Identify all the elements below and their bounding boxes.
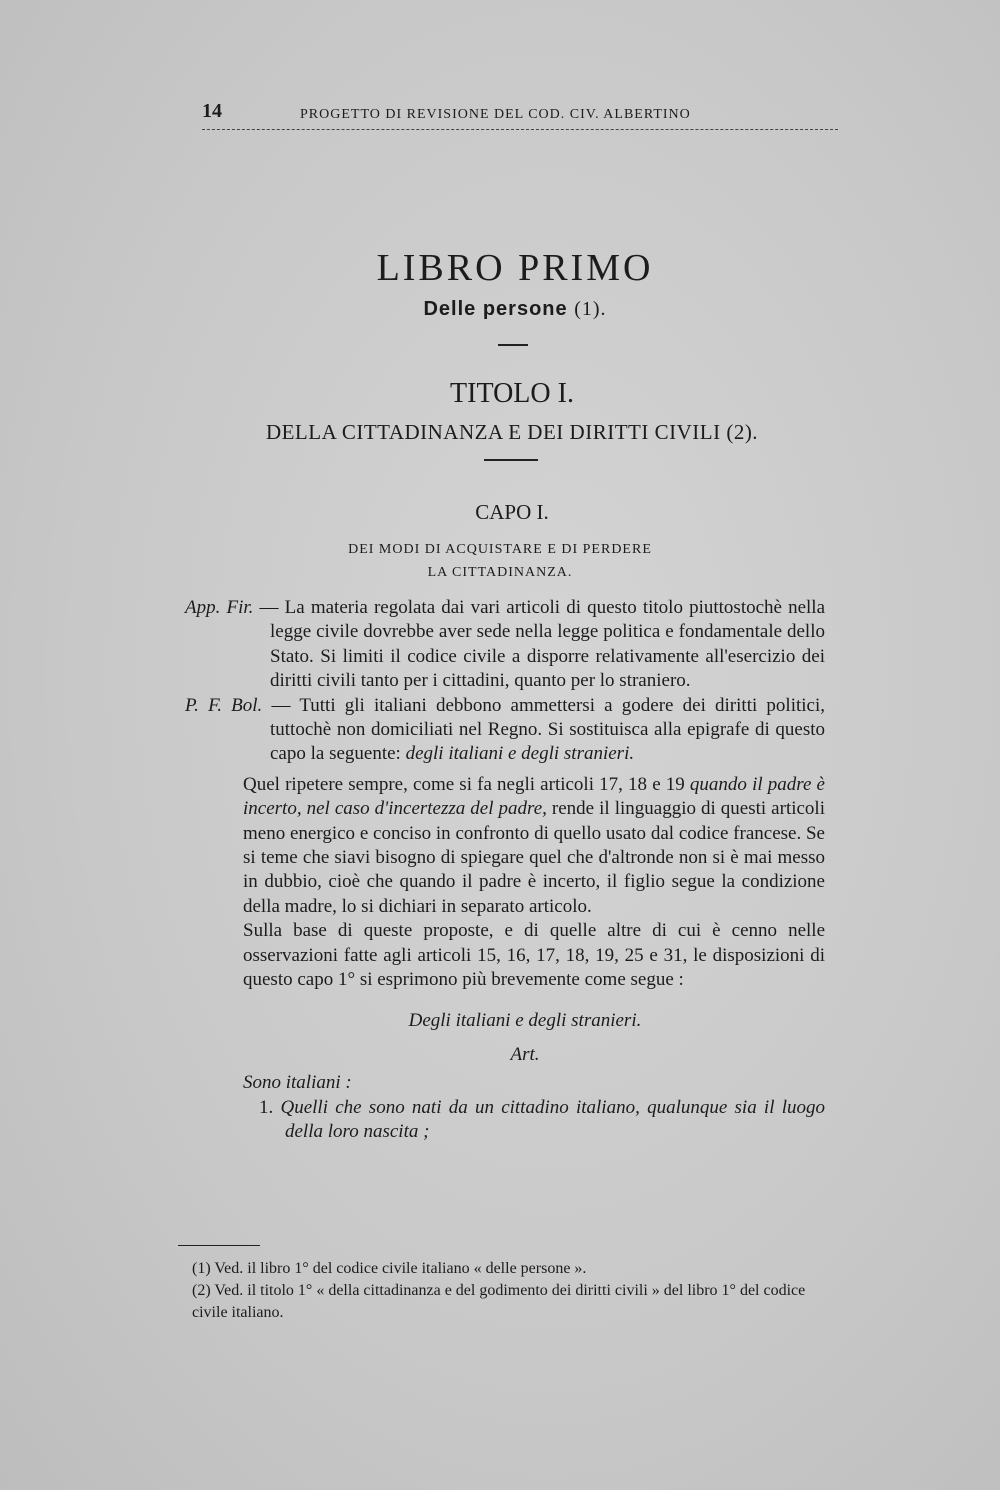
footnote: (1) Ved. il libro 1° del codice civile italiano « delle persone ». <box>192 1260 587 1277</box>
capo-description <box>270 538 730 584</box>
paragraph-text: — La materia regolata dai vari articoli di questo titolo piuttostochè nella legge civile dovrebbe aver sede nella legge politica e fondamentale dello Stato. Si limiti il codice civile a disporre relativamente all'esercizio dei diritti civili tanto per i cittadini, quanto per lo straniero. <box>253 597 826 692</box>
paragraph-text: rende il linguaggio di questi articoli meno energico e conciso in confronto di quello usato dal codice francese. Se si teme che siavi bisogno di spiegare quel che d'altronde non si è mai messo in dubbio, cioè che quando il padre è incerto, il figlio segue la condizione della madre, lo si dichiari in separato articolo. <box>243 798 825 917</box>
book-subtitle-text: Delle persone <box>423 298 568 320</box>
paragraph <box>185 694 825 767</box>
paragraph-italic: degli italiani e degli stranieri. <box>405 743 635 765</box>
book-title: LIBRO PRIMO <box>376 247 654 289</box>
source-label: App. Fir. <box>185 597 254 618</box>
footnote: (2) Ved. il titolo 1° « della cittadinanza e del godimento dei diritti civili » del libro 1° del codice civile italiano. <box>192 1282 806 1321</box>
paragraph <box>185 919 825 992</box>
capo-description-line: LA CITTADINANZA. <box>427 565 573 580</box>
source-label: P. F. Bol. <box>185 694 263 716</box>
section-heading: Degli italiani e degli stranieri. <box>408 1009 642 1031</box>
body-text <box>185 596 825 1145</box>
footnote-separator <box>178 1245 260 1246</box>
paragraph-text: Quel ripetere sempre, come si fa negli articoli 17, 18 e 19 <box>243 773 690 795</box>
capo-description-line: DEI MODI DI ACQUISTARE E DI PERDERE <box>348 542 652 557</box>
capo-heading: CAPO I. <box>475 500 549 524</box>
titolo-subheading: DELLA CITTADINANZA E DEI DIRITTI CIVILI (2). <box>265 420 759 444</box>
list-item <box>185 1096 825 1145</box>
list-item-number: 1. <box>259 1096 274 1118</box>
book-subtitle <box>15 298 1000 321</box>
paragraph <box>185 596 825 694</box>
paragraph <box>185 773 825 919</box>
divider <box>498 344 528 346</box>
footnotes <box>178 1258 828 1324</box>
article-label: Art. <box>510 1043 540 1065</box>
book-subtitle-note: (1). <box>574 298 607 320</box>
page-number: 14 <box>202 100 222 122</box>
paragraph-text: Sulla base di queste proposte, e di quelle altre di cui è cenno nelle osservazioni fatte agli articoli 15, 16, 17, 18, 19, 25 e 31, le disposizioni di questo capo 1° si esprimono più brevemente come segue : <box>243 920 825 991</box>
titolo-heading: TITOLO I. <box>450 378 574 409</box>
running-title: PROGETTO DI REVISIONE DEL COD. CIV. ALBERTINO <box>300 107 691 122</box>
divider <box>484 459 538 461</box>
paragraph-text: — Tutti gli italiani debbono ammettersi a godere dei diritti politici, tuttochè non domiciliati nel Regno. Si sostituisca alla epigrafe di questo capo la seguente: <box>262 694 826 765</box>
list-item-text: Quelli che sono nati da un cittadino italiano, qualunque sia il luogo della loro nascita ; <box>280 1096 825 1143</box>
paragraph-italic: quando il padre è incerto, nel caso d'incertezza del padre, <box>243 773 825 820</box>
page-header <box>202 100 838 130</box>
list-intro: Sono italiani : <box>243 1072 352 1094</box>
